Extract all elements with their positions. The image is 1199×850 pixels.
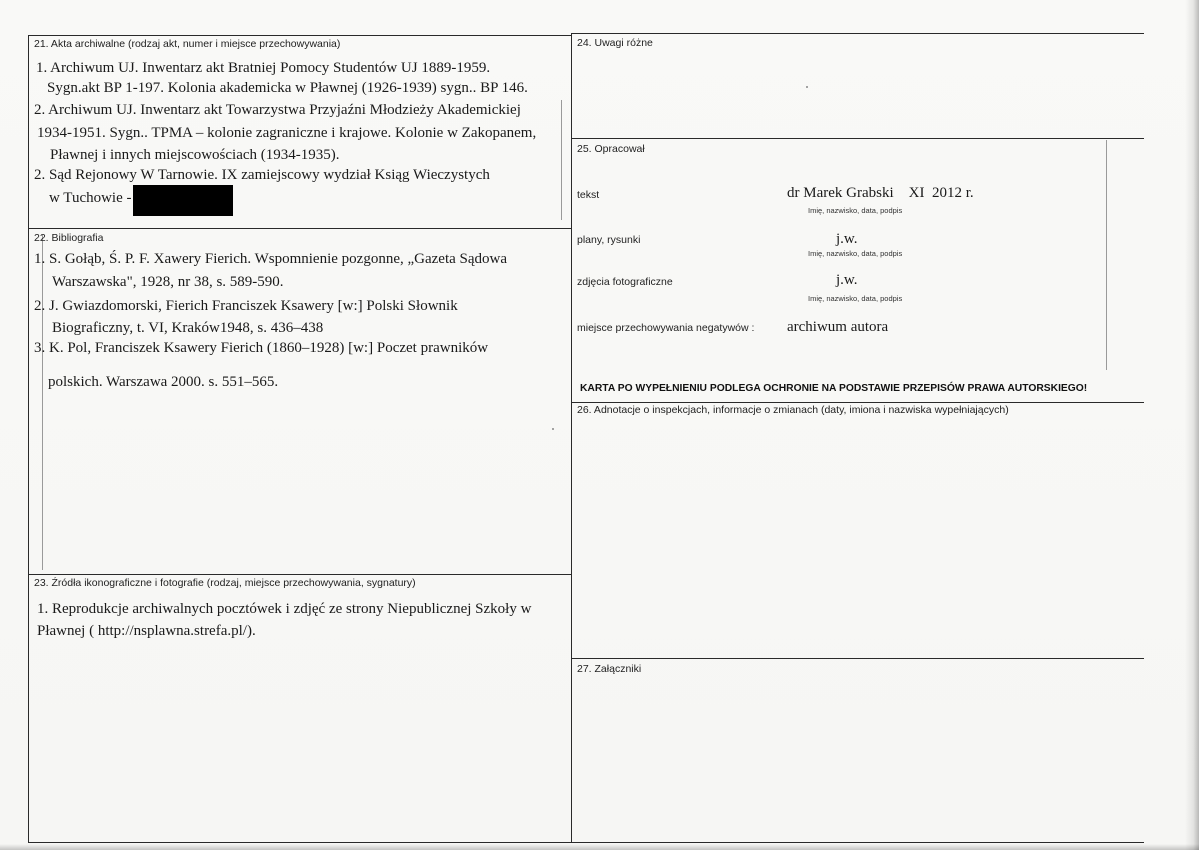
top-rule-right [571, 33, 1144, 34]
photos-label: zdjęcia fotograficzne [577, 276, 673, 288]
rule-25-26 [571, 402, 1144, 403]
section-21-line-2: Sygn.akt BP 1-197. Kolonia akademicka w Pławnej (1926-1939) sygn.. BP 146. [47, 80, 528, 96]
section-23-line-2: Pławnej ( http://nsplawna.strefa.pl/). [37, 623, 256, 639]
section-24-header: 24. Uwagi różne [577, 37, 653, 49]
section-22-line-4: Biograficzny, t. VI, Kraków1948, s. 436–438 [52, 320, 324, 336]
top-rule-left [28, 35, 571, 36]
scan-edge-shadow-right [1185, 0, 1199, 850]
inner-right-margin-line-21 [561, 100, 562, 220]
section-25-header: 25. Opracował [577, 143, 645, 155]
section-22-line-2: Warszawska", 1928, nr 38, s. 589-590. [52, 274, 284, 290]
rule-21-22 [28, 228, 571, 229]
copyright-notice: KARTA PO WYPEŁNIENIU PODLEGA OCHRONIE NA PODSTAWIE PRZEPISÓW PRAWA AUTORSKIEGO! [580, 383, 1088, 394]
section-22-line-6: polskich. Warszawa 2000. s. 551–565. [48, 374, 279, 390]
rule-22-23 [28, 574, 571, 575]
section-22-line-1: 1. S. Gołąb, Ś. P. F. Xawery Fierich. Wspomnienie pozgonne, „Gazeta Sądowa [34, 251, 508, 267]
section-21-line-1: 1. Archiwum UJ. Inwentarz akt Bratniej Pomocy Studentów UJ 1889-1959. [36, 60, 491, 76]
middle-divider [571, 33, 572, 843]
section-21-header: 21. Akta archiwalne (rodzaj akt, numer i miejsce przechowywania) [34, 38, 341, 50]
rule-26-27 [571, 658, 1144, 659]
section-21-line-4: 1934-1951. Sygn.. TPMA – kolonie zagraniczne i krajowe. Kolonie w Zakopanem, [37, 125, 537, 141]
section-21-line-7: w Tuchowie - [49, 190, 132, 206]
author-text-label: tekst [577, 189, 600, 201]
speck [806, 86, 808, 88]
section-26-header: 26. Adnotacje o inspekcjach, informacje o zmianach (daty, imiona i nazwiska wypełniających) [577, 404, 1009, 416]
section-27-header: 27. Załączniki [577, 663, 642, 675]
plans-value: j.w. [836, 231, 858, 247]
plans-caption: Imię, nazwisko, data, podpis [808, 249, 903, 258]
rule-24-25 [571, 138, 1144, 139]
section-23-header: 23. Źródła ikonograficzne i fotografie (rodzaj, miejsce przechowywania, sygnatury) [34, 577, 416, 589]
author-text-caption: Imię, nazwisko, data, podpis [808, 206, 903, 215]
section-21-line-5: Pławnej i innych miejscowościach (1934-1935). [50, 147, 340, 163]
section-23-line-1: 1. Reprodukcje archiwalnych pocztówek i zdjęć ze strony Niepublicznej Szkoły w [37, 601, 532, 617]
section-22-header: 22. Bibliografia [34, 232, 104, 244]
photos-caption: Imię, nazwisko, data, podpis [808, 294, 903, 303]
speck [552, 428, 554, 430]
inner-left-margin-line [42, 235, 43, 570]
bottom-rule [28, 842, 1144, 843]
left-border [28, 35, 29, 843]
scan-edge-shadow-bottom [0, 844, 1199, 850]
section-22-line-3: 2. J. Gwiazdomorski, Fierich Franciszek Ksawery [w:] Polski Słownik [34, 298, 458, 314]
author-text-value: dr Marek Grabski XI 2012 r. [787, 185, 974, 201]
section-21-line-3: 2. Archiwum UJ. Inwentarz akt Towarzystwa Przyjaźni Młodzieży Akademickiej [34, 102, 521, 118]
negatives-location-value: archiwum autora [787, 319, 889, 335]
redaction-block [133, 185, 233, 216]
section-22-line-5: 3. K. Pol, Franciszek Ksawery Fierich (1860–1928) [w:] Poczet prawników [34, 340, 489, 356]
plans-label: plany, rysunki [577, 234, 641, 246]
negatives-location-label: miejsce przechowywania negatywów : [577, 322, 755, 334]
section-21-line-6: 2. Sąd Rejonowy W Tarnowie. IX zamiejscowy wydział Ksiąg Wieczystych [34, 167, 490, 183]
inner-right-margin-line [1106, 140, 1107, 370]
photos-value: j.w. [836, 272, 858, 288]
